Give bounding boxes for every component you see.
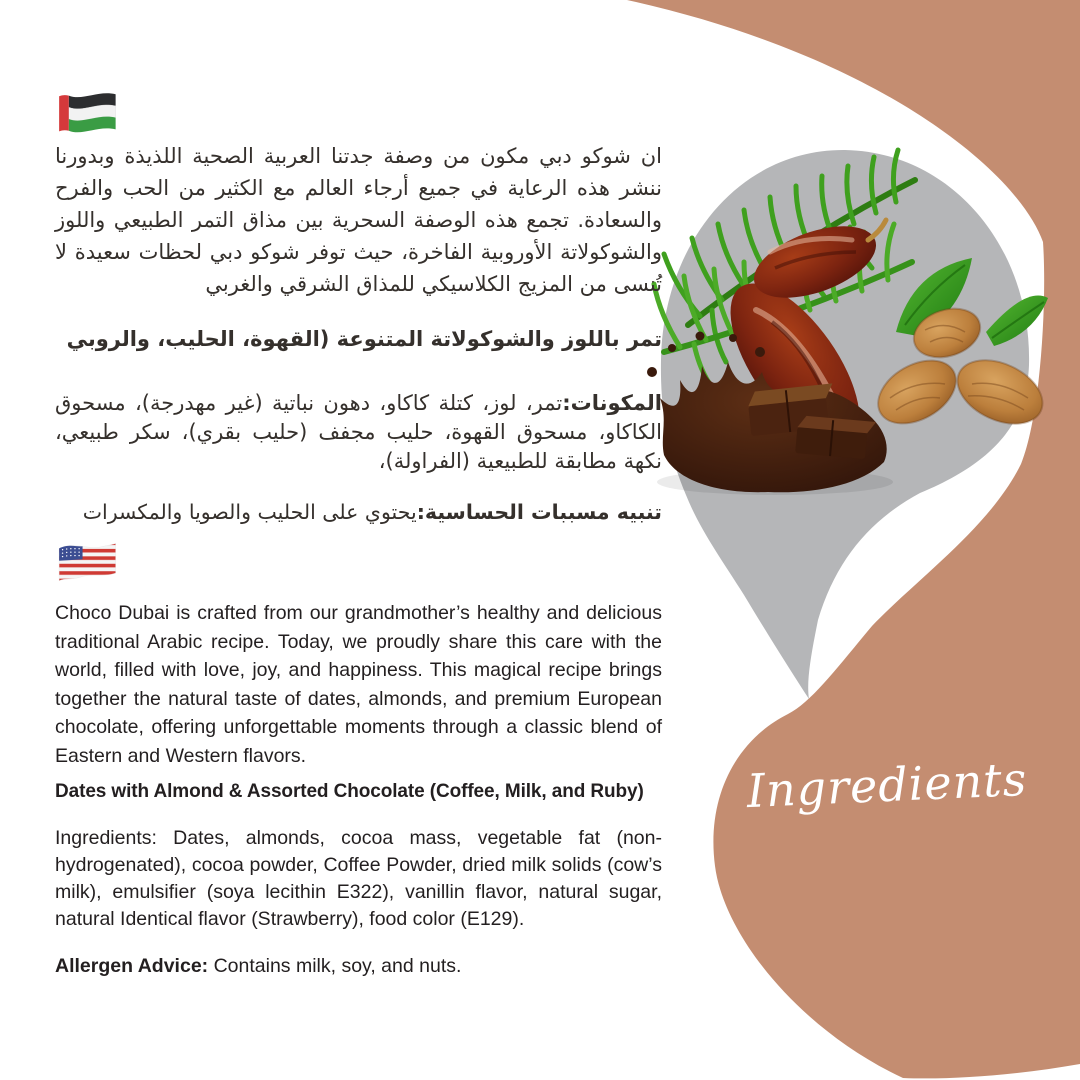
english-ingredients-paragraph: Ingredients: Dates, almonds, cocoa mass, vegetable fat (non-hydrogenated), cocoa powder, Coffee Powder, dried milk solids (cow’s milk), emulsifier (soya lecithin E322), vanillin flavor, natural sugar, natural Identical flavor (Strawberry), food color (E129). [55,827,662,930]
english-allergen-label: Allergen Advice: [55,955,209,977]
arabic-ingredients-label: المكونات: [562,391,662,415]
arabic-allergen-text: يحتوي على الحليب والصويا والمكسرات [82,500,417,524]
uae-flag-icon [55,90,117,142]
arabic-allergen-label: تنبيه مسببات الحساسية: [416,500,662,524]
english-product-heading: Dates with Almond & Assorted Chocolate (Coffee, Milk, and Ruby) [55,781,644,802]
arabic-product-heading: تمر باللوز والشوكولاتة المتنوعة (القهوة، الحليب، والروبي [66,327,662,351]
us-flag-icon [55,540,117,592]
english-intro-paragraph: Choco Dubai is crafted from our grandmother’s healthy and delicious traditional Arabic recipe. Today, we proudly share this care with the world, filled with love, joy, and happiness. This magical recipe brings together the natural taste of dates, almonds, and premium European chocolate, offering unforgettable moments through a classic blend of Eastern and Western flavors. [55,602,662,767]
english-allergen-text: Contains milk, soy, and nuts. [208,955,462,977]
arabic-allergen-line [55,500,662,524]
english-allergen-line [55,955,662,978]
arabic-ingredients-paragraph [55,389,662,476]
arabic-intro-paragraph: ان شوكو دبي مكون من وصفة جدتنا العربية الصحية اللذيذة وبدورنا ننشر هذه الرعاية في جميع أرجاء العالم مع الكثير من الحب والفرح والسعادة. تجمع هذه الوصفة السحرية بين مذاق التمر الطبيعي واللوز والشوكولاتة الأوروبية الفاخرة، حيث توفر شوكو دبي لحظات سعيدة لا تُنسى من المزيج الكلاسيكي للمذاق الشرقي والغربي [55,144,662,296]
panel-title: Ingredients [745,751,1029,819]
arabic-ingredients-text: تمر، لوز، كتلة كاكاو، دهون نباتية (غير مهدرجة)، مسحوق الكاكاو، مسحوق القهوة، حليب مجفف (حليب بقري)، سكر طبيعي، نكهة مطابقة للطبيعية (الفراولة)، [55,391,662,473]
